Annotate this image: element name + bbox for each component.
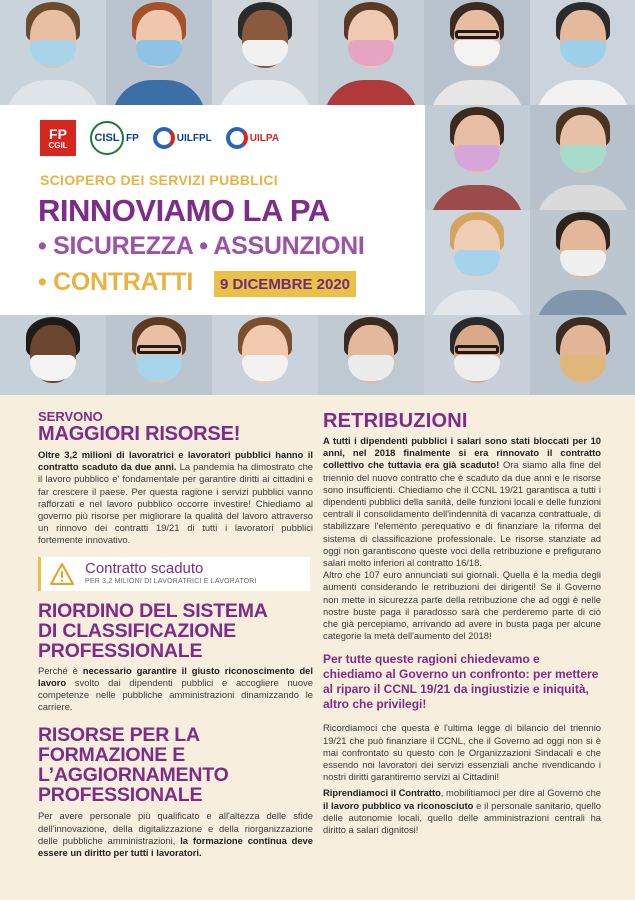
section-title-classification: RIORDINO DEL SISTEMA DI CLASSIFICAZIONE PROFESSIONALE xyxy=(38,599,268,662)
photo-person-masked xyxy=(106,0,212,105)
classification-text: Perché è necessario garantire il giusto riconoscimento del lavoro svolto dai dipendenti pubblici e accogliere nuove competenze nelle pubbliche amministrazioni dinamizzando le carriere. xyxy=(38,664,313,713)
photo-person-masked xyxy=(530,105,635,210)
photo-person-masked xyxy=(424,210,530,315)
section-title-resources: MAGGIORI RISORSE! xyxy=(38,423,241,445)
title-panel xyxy=(0,105,425,315)
cisl-fp-logo: CISL FP xyxy=(90,121,139,155)
photo-person-masked xyxy=(318,0,424,105)
salaries-text-2: Altro che 107 euro annunciati sui giornali. Quella è la media degli aumenti considerando le retribuzioni dei dirigenti! Se il Governo non mette in sicurezza parte della retribuzione che ad oggi è nelle nostre buste paga il paradosso sarà che perderemo parte di ciò che già percepiamo, arrivando ad avere in busta paga per alcune categorie la metà dell'aumento del 2018! xyxy=(323,569,601,642)
right-column xyxy=(323,410,601,836)
expired-contract-subtitle: PER 3,2 MILIONI DI LAVORATRICI E LAVORATORI xyxy=(85,578,257,586)
training-text: Per avere personale più qualificato e all'altezza delle sfide dell'innovazione, della digitalizzazione e della riorganizzazione delle pubbliche amministrazioni, la formazione continua deve essere un diritto per tutti i lavoratori. xyxy=(38,810,313,859)
budget-law-text: Ricordiamoci che questa è l'ultima legge di bilancio del triennio 19/21 che può finanziare il CCNL, che il Governo ad oggi non si è mai confrontato su questo con le Organizzazioni Sindacali e che essendo noi lavoratori dei servizi essenziali anche rivendicando i nostri diritti garantiremo servizi ai Cittadini! xyxy=(323,722,601,783)
headline: RINNOVIAMO LA PA xyxy=(38,193,330,228)
union-logos xyxy=(40,120,279,156)
uil-fpl-logo: UILFPL xyxy=(153,127,212,149)
section-kicker: SERVONO xyxy=(38,409,103,424)
photo-person-masked xyxy=(424,0,530,105)
photo-person-masked xyxy=(424,315,530,395)
photo-person-masked xyxy=(212,0,318,105)
salaries-text: A tutti i dipendenti pubblici i salari sono stati bloccati per 10 anni, nel 2018 finalmente si era rinnovato il contratto collettivo che tuttavia era già scaduto! Ora siamo alla fine del triennio del nuovo contratto che è scaduto da due anni e le risorse sono insufficienti. Chiediamo che il CCNL 19/21 garantisca a tutti i dipendenti pubblici della sanità, delle funzioni locali e delle funzioni centrali il consolidamento dell'indennità di vacanza contrattuale, di stabilizzare l'elemento perequativo e di finanziare la riforma del sistema di classificazione professionale. Le risorse stanziate ad oggi non garantiscono queste voci della retribuzione e prefigurano salari molto inferiori al contratto 16/18. xyxy=(323,435,601,569)
date-badge: 9 DICEMBRE 2020 xyxy=(214,271,356,297)
photo-person-masked xyxy=(0,315,106,395)
photo-person-masked xyxy=(106,315,212,395)
photo-person-masked xyxy=(530,0,635,105)
left-column xyxy=(38,410,313,859)
expired-contract-box xyxy=(38,557,310,591)
subtitle-contracts: • CONTRATTI xyxy=(38,268,193,296)
fp-cgil-logo: FP CGIL xyxy=(40,120,76,156)
mobilize-text: Riprendiamoci il Contratto, mobilitiamoci per dire al Governo che il lavoro pubblico va riconosciuto e il personale sanitario, quello delle autonomie locali, quello delle amministrazioni centrali ha diritto a salari dignitosi! xyxy=(323,787,601,836)
strike-label: SCIOPERO DEI SERVIZI PUBBLICI xyxy=(40,172,278,188)
section-title-training: RISORSE PER LA FORMAZIONE E L’AGGIORNAMENTO PROFESSIONALE xyxy=(38,724,229,807)
resources-text: Oltre 3,2 milioni di lavoratrici e lavoratori pubblici hanno il contratto scaduto da due anni. La pandemia ha dimostrato che il lavoro pubblico e' fondamentale per garantire diritti ai cittadini e far crescere il paese. Per questa ragione i servizi pubblici vanno rafforzati e nel lavoro pubblico occorre investire! Chiediamo al governo più risorse per migliorare la qualità del lavoro attraverso un rinnovo dei contratti 19/21 di tutti i lavoratori pubblici fortemente innovativo. xyxy=(38,449,314,546)
photo-person-masked xyxy=(318,315,424,395)
photo-person-masked xyxy=(424,105,530,210)
callout-demand: Per tutte queste ragioni chiedevamo e chiediamo al Governo un confronto: per mettere al riparo il CCNL 19/21 da ingiustizie e iniquità, altro che privilegi! xyxy=(323,652,599,712)
photo-person-masked xyxy=(0,0,106,105)
uil-pa-logo: UILPA xyxy=(226,127,279,149)
photo-person-masked xyxy=(530,210,635,315)
warning-triangle-icon xyxy=(49,562,75,586)
photo-person-masked xyxy=(212,315,318,395)
subtitle-safety-hiring: • SICUREZZA • ASSUNZIONI xyxy=(38,232,365,260)
section-title-salaries: RETRIBUZIONI xyxy=(323,410,468,432)
expired-contract-title: Contratto scaduto xyxy=(85,560,204,578)
photo-mosaic xyxy=(0,0,635,395)
photo-person-masked xyxy=(530,315,635,395)
